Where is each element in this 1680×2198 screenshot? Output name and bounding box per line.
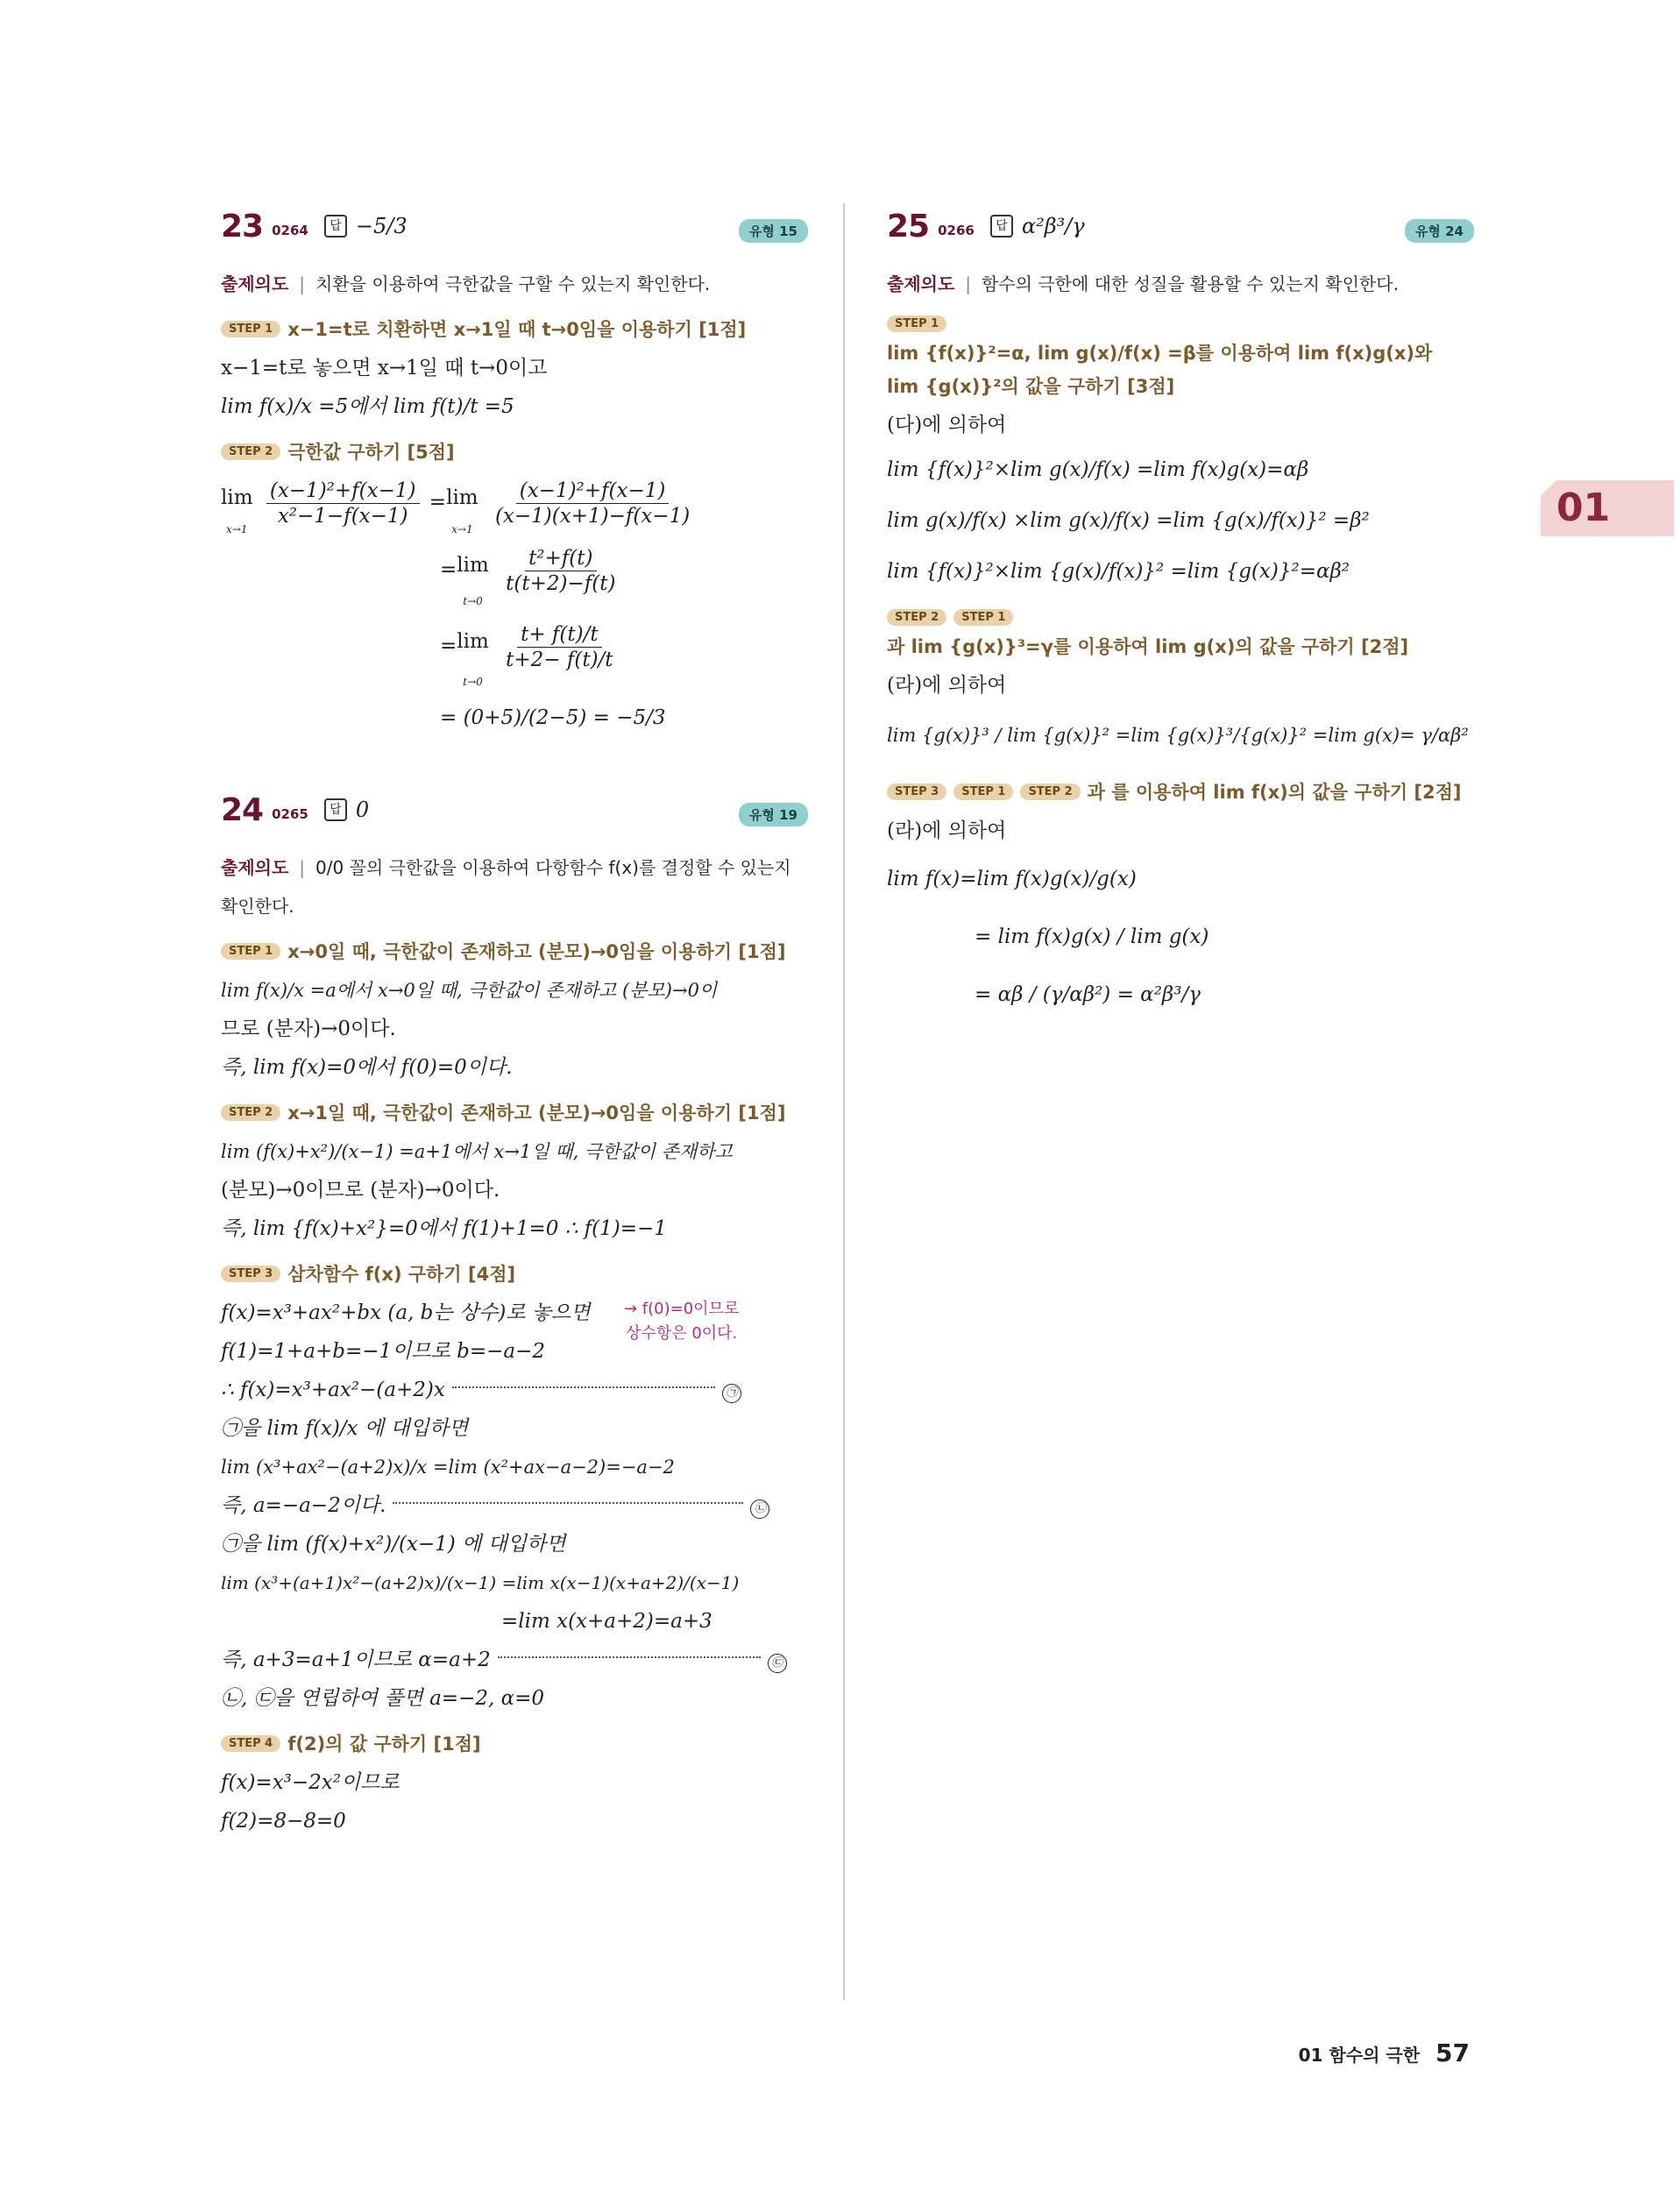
chapter-tab: [1541, 480, 1674, 536]
step-1-heading: [221, 938, 808, 964]
step-4-heading: [221, 1730, 808, 1756]
step-title: 과 lim {g(x)}³=γ를 이용하여 lim g(x)의 값을 구하기 [2점]: [887, 636, 1409, 657]
problem-23-header: [221, 200, 808, 252]
step-title: 삼차함수 f(x) 구하기 [4점]: [287, 1264, 516, 1285]
step-title: lim {g(x)}²의 값을 구하기 [3점]: [887, 376, 1175, 397]
page-number: 57: [1435, 2038, 1470, 2067]
step-title: lim {f(x)}²=α, lim g(x)/f(x) =β를 이용하여 lim f(x)g(x)와: [887, 343, 1433, 364]
math-line: = αβ / (γ/αβ²) = α²β³/γ: [975, 983, 1201, 1006]
problem-code: 0264: [272, 223, 308, 238]
answer-icon: 답: [990, 215, 1013, 238]
step-badge: STEP 2: [1020, 783, 1080, 800]
step-badge: STEP 1: [953, 783, 1013, 800]
step-1-heading: [887, 316, 1474, 365]
intent-label: 출제의도: [221, 857, 289, 878]
type-badge: 유형 24: [1405, 219, 1474, 243]
math-line: =lim t→0 $\frac{\text{t²+f(t)}}{t(t+2)-f(t)}$: [221, 535, 808, 606]
leader-dots: [452, 1386, 715, 1388]
math-line: 즉, lim {f(x)+x²}=0에서 f(1)+1=0 ∴ f(1)=−1: [221, 1217, 667, 1240]
problem-number: 23: [221, 208, 264, 245]
answer-value: α²β³/γ: [1021, 214, 1085, 238]
math-line: lim f(x)/x =a에서 x→0일 때, 극한값이 존재하고 (분모)→0이: [221, 980, 718, 1001]
problem-number: 25: [887, 208, 930, 245]
step-title: x→0일 때, 극한값이 존재하고 (분모)→0임을 이용하기 [1점]: [287, 941, 786, 962]
intent-text: 치환을 이용하여 극한값을 구할 수 있는지 확인한다.: [315, 273, 711, 294]
step-title: 과 를 이용하여 lim f(x)의 값을 구하기 [2점]: [1087, 782, 1462, 803]
type-badge: 유형 19: [739, 803, 808, 826]
math-line: ㉠을 lim (f(x)+x²)/(x−1) 에 대입하면: [221, 1533, 566, 1556]
math-text: 즉, a+3=a+1이므로 α=a+2: [221, 1648, 491, 1671]
intent-text: 0/0 꼴의 극한값을 이용하여 다항함수 f(x)를 결정할 수 있는지 확인한다.: [221, 857, 791, 917]
intent: 출제의도 | 함수의 극한에 대한 성질을 활용할 수 있는지 확인한다.: [887, 273, 1399, 294]
fraction: $\frac{\text{(x−1)²+f(x−1)}}{\text{x²−1−f(x−1)}}$: [266, 479, 420, 528]
problem-25-header: [887, 200, 1474, 252]
intent: 출제의도 | 0/0 꼴의 극한값을 이용하여 다항함수 f(x)를 결정할 수 있는지 확인한다.: [221, 857, 791, 917]
math-line: f(1)=1+a+b=−1이므로 b=−a−2: [221, 1340, 546, 1363]
chapter-tab-label: 01: [1556, 486, 1611, 530]
math-line: = lim f(x)g(x) / lim g(x): [975, 925, 1209, 948]
text-line: x−1=t로 놓으면 x→1일 때 t→0이고: [221, 357, 548, 379]
text-line: (라)에 의하여: [887, 819, 1007, 842]
step-badge: STEP 2: [221, 443, 280, 460]
math-line: [221, 1486, 808, 1525]
problem-code: 0265: [272, 806, 308, 822]
math-line: [221, 1641, 808, 1679]
step-3-heading: [887, 778, 1474, 805]
problem-code: 0266: [938, 223, 975, 238]
circled-label: ㉡: [750, 1500, 769, 1519]
math-line: lim f(x)/x =5에서 lim f(t)/t =5: [221, 395, 514, 418]
page-footer: [1299, 2038, 1470, 2067]
tab-corner: [1541, 480, 1556, 496]
leader-dots: [393, 1502, 743, 1504]
problem-24-header: [221, 783, 808, 836]
intent: 출제의도 | 치환을 이용하여 극한값을 구할 수 있는지 확인한다.: [221, 273, 711, 294]
math-line: lim (x³+(a+1)x²−(a+2)x)/(x−1) =lim x(x−1)(x+a+2)/(x−1): [221, 1572, 740, 1593]
math-line: f(2)=8−8=0: [221, 1810, 346, 1833]
margin-note-line: → f(0)=0이므로: [624, 1300, 740, 1318]
step-title: f(2)의 값 구하기 [1점]: [287, 1734, 481, 1755]
answer-value: 0: [355, 798, 370, 822]
math-line: 즉, lim f(x)=0에서 f(0)=0이다.: [221, 1056, 513, 1079]
step-2-heading: [887, 609, 1474, 659]
step-1-heading: [221, 316, 808, 342]
step-2-heading: [221, 1099, 808, 1125]
math-text: ∴ f(x)=x³+ax²−(a+2)x: [221, 1379, 445, 1401]
math-line: lim {f(x)}²×lim {g(x)/f(x)}² =lim {g(x)}²=αβ²: [887, 560, 1350, 583]
step-badge: STEP 1: [953, 609, 1013, 626]
step-title: 극한값 구하기 [5점]: [287, 442, 455, 463]
step-badge: STEP 2: [887, 609, 946, 626]
text-line: (라)에 의하여: [887, 674, 1007, 697]
math-line: lim (f(x)+x²)/(x−1) =a+1에서 x→1일 때, 극한값이 존재하고: [221, 1141, 733, 1162]
math-line: = (0+5)/(2−5) = −5/3: [440, 706, 666, 729]
math-line: lim {g(x)}³ / lim {g(x)}² =lim {g(x)}³/{g(x)}² =lim g(x)= γ/αβ²: [887, 725, 1469, 746]
lim-symbol: lim x→1: [221, 486, 253, 535]
margin-note: [624, 1297, 739, 1346]
margin-note-line: 상수항은 0이다.: [626, 1324, 738, 1343]
step-title: x−1=t로 치환하면 x→1일 때 t→0임을 이용하기 [1점]: [287, 319, 747, 340]
step-3-heading: [221, 1260, 808, 1287]
intent-label: 출제의도: [887, 273, 955, 294]
step-badge: STEP 1: [221, 943, 280, 960]
text-line: (다)에 의하여: [887, 414, 1007, 436]
step-badge: STEP 1: [221, 321, 280, 337]
math-text: 즉, a=−a−2이다.: [221, 1494, 386, 1517]
chapter-title: 01 함수의 극한: [1298, 2045, 1421, 2066]
fraction: $\frac{\text{(x−1)²+f(x−1)}}{(x-1)(x+1)-f(x-1)}$: [494, 479, 691, 528]
math-line: ㉡, ㉢을 연립하여 풀면 a=−2, α=0: [221, 1687, 545, 1710]
math-line: lim x→1 $\frac{\text{(x−1)²+f(x−1)}}{\text{x²−1−f(x−1)}}$ =lim x→1 $\frac{\text{(x−1)²+f(x−1)}}{(x-1)(x+1)-f(x-1)}$: [221, 472, 808, 535]
math-line: ㉠을 lim f(x)/x 에 대입하면: [221, 1417, 469, 1440]
step-title: x→1일 때, 극한값이 존재하고 (분모)→0임을 이용하기 [1점]: [287, 1103, 786, 1124]
step-2-heading: [221, 438, 808, 464]
math-line: f(x)=x³−2x²이므로: [221, 1771, 400, 1794]
math-line: lim (x³+ax²−(a+2)x)/x =lim (x²+ax−a−2)=−a−2: [221, 1457, 675, 1478]
left-column: [221, 200, 808, 1840]
text-line: (분모)→0이므로 (분자)→0이다.: [221, 1179, 500, 1202]
math-line: lim f(x)=lim f(x)g(x)/g(x): [887, 868, 1137, 890]
math-line: lim g(x)/f(x) ×lim g(x)/f(x) =lim {g(x)/f(x)}² =β²: [887, 509, 1370, 532]
answer-icon: 답: [324, 215, 347, 238]
math-line: =lim x(x+a+2)=a+3: [501, 1610, 712, 1633]
text-line: 므로 (분자)→0이다.: [221, 1017, 396, 1040]
problem-number: 24: [221, 791, 264, 828]
fraction: $\frac{t+ f(t)/t}{t+2- f(t)/t}$: [506, 622, 613, 671]
step-badge: STEP 2: [221, 1104, 280, 1121]
math-line: =lim t→0 $\frac{t+ f(t)/t}{t+2- f(t)/t}$: [221, 606, 808, 687]
intent-text: 함수의 극한에 대한 성질을 활용할 수 있는지 확인한다.: [982, 273, 1399, 294]
step-badge: STEP 1: [887, 316, 946, 332]
answer-value: −5/3: [355, 214, 408, 238]
step-badge: STEP 3: [887, 783, 946, 800]
column-divider: [843, 203, 845, 2000]
step-3-block: [221, 1294, 808, 1718]
fraction: $\frac{\text{t²+f(t)}}{t(t+2)-f(t)}$: [506, 546, 616, 595]
leader-dots: [498, 1656, 761, 1658]
circled-label: ㉢: [768, 1654, 787, 1673]
type-badge: 유형 15: [739, 219, 808, 243]
step-1-heading-cont: [887, 372, 1474, 399]
step-badge: STEP 3: [221, 1266, 280, 1282]
answer-icon: 답: [324, 798, 347, 821]
step-badge: STEP 4: [221, 1735, 280, 1752]
circled-label: ㉠: [722, 1384, 741, 1403]
lim-symbol: lim t→0: [457, 630, 489, 688]
right-column: [887, 200, 1474, 1024]
intent-label: 출제의도: [221, 273, 289, 294]
lim-symbol: lim t→0: [457, 554, 489, 607]
math-line: lim {f(x)}²×lim g(x)/f(x) =lim f(x)g(x)=αβ: [887, 458, 1309, 481]
lim-symbol: lim x→1: [446, 486, 478, 535]
math-line: f(x)=x³+ax²+bx (a, b는 상수)로 놓으면: [221, 1301, 591, 1324]
math-line: [221, 1371, 808, 1409]
